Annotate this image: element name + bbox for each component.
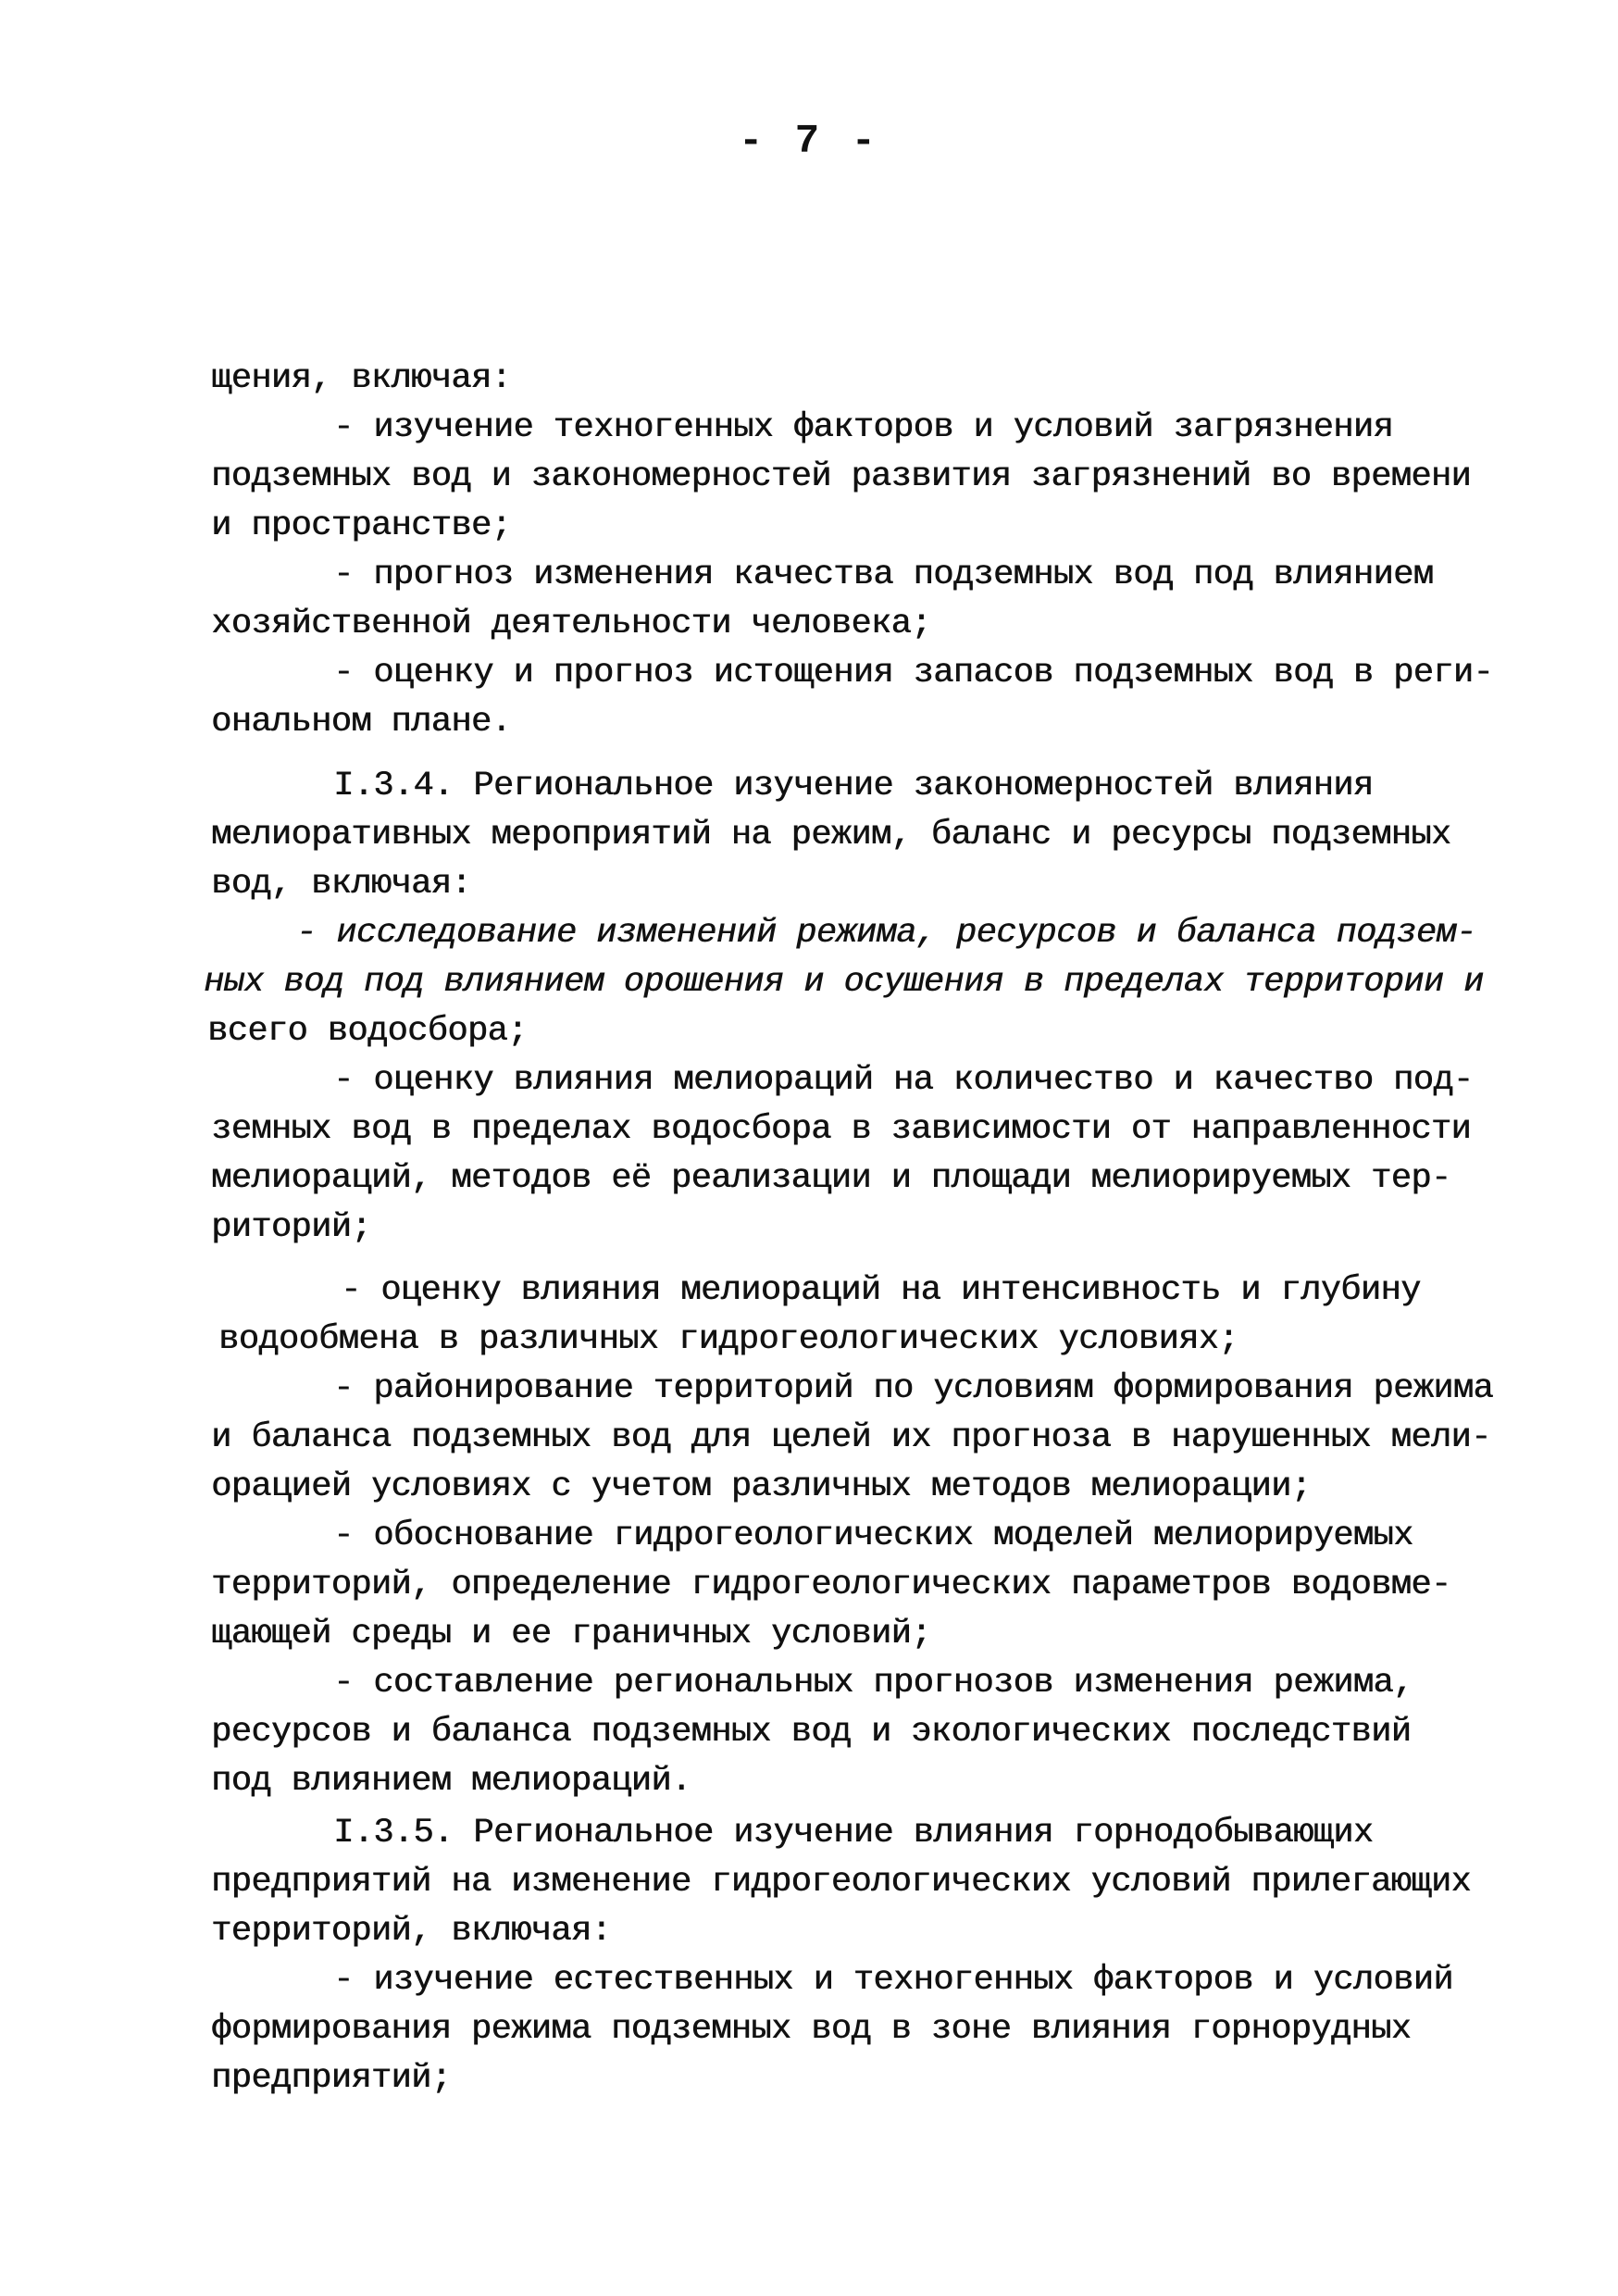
text-line-15: - оценку влияния мелиораций на количество и качество под- bbox=[333, 1061, 1474, 1100]
text-line-33: - изучение естественных и техногенных факторов и условий bbox=[333, 1961, 1453, 2000]
text-line-28: ресурсов и баланса подземных вод и экологических последствий bbox=[211, 1713, 1412, 1752]
text-line-22: и баланса подземных вод для целей их прогноза в нарушенных мели- bbox=[211, 1418, 1491, 1457]
text-line-14: всего водосбора; bbox=[207, 1012, 528, 1051]
page-number: - 7 - bbox=[738, 119, 880, 165]
text-line-11: вод, включая: bbox=[211, 865, 471, 904]
text-line-35: предприятий; bbox=[211, 2059, 452, 2098]
text-line-12: - исследование изменений режима, ресурсов и баланса подзем- bbox=[296, 914, 1476, 953]
text-line-1: щения, включая: bbox=[211, 359, 512, 398]
text-line-13: ных вод под влиянием орошения и осушения в пределах территории и bbox=[204, 963, 1484, 1002]
text-line-31: предприятий на изменение гидрогеологических условий прилегающих bbox=[211, 1863, 1472, 1902]
section-heading-1-3-5: I.3.5. Региональное изучение влияния горнодобывающих bbox=[333, 1814, 1374, 1853]
text-line-19: - оценку влияния мелиораций на интенсивность и глубину bbox=[341, 1271, 1421, 1310]
text-line-32: территорий, включая: bbox=[211, 1912, 612, 1951]
text-line-24: - обоснование гидрогеологических моделей мелиорируемых bbox=[333, 1516, 1413, 1555]
text-line-34: формирования режима подземных вод в зоне влияния горнорудных bbox=[211, 2010, 1412, 2049]
text-line-26: щающей среды и ее граничных условий; bbox=[211, 1615, 931, 1653]
text-line-18: риторий; bbox=[211, 1208, 371, 1247]
section-heading-1-3-4: I.3.4. Региональное изучение закономерностей влияния bbox=[333, 767, 1374, 805]
text-line-6: хозяйственной деятельности человека; bbox=[211, 605, 931, 643]
text-line-27: - составление региональных прогнозов изменения режима, bbox=[333, 1664, 1413, 1703]
text-line-16: земных вод в пределах водосбора в зависимости от направленности bbox=[211, 1110, 1472, 1149]
text-line-20: водообмена в различных гидрогеологических условиях; bbox=[218, 1320, 1238, 1359]
text-line-29: под влиянием мелиораций. bbox=[211, 1762, 691, 1801]
text-line-21: - районирование территорий по условиям формирования режима bbox=[333, 1369, 1494, 1408]
text-line-8: ональном плане. bbox=[211, 703, 512, 742]
text-line-23: орацией условиях с учетом различных методов мелиорации; bbox=[211, 1467, 1312, 1506]
text-line-25: территорий, определение гидрогеологических параметров водовме- bbox=[211, 1566, 1451, 1604]
text-line-3: подземных вод и закономерностей развития загрязнений во времени bbox=[211, 457, 1472, 496]
text-line-4: и пространстве; bbox=[211, 506, 512, 545]
text-line-7: - оценку и прогноз истощения запасов подземных вод в реги- bbox=[333, 654, 1494, 693]
text-line-2: - изучение техногенных факторов и условий загрязнения bbox=[333, 408, 1393, 447]
text-line-17: мелиораций, методов её реализации и площади мелиорируемых тер- bbox=[211, 1159, 1451, 1198]
text-line-10: мелиоративных мероприятий на режим, баланс и ресурсы подземных bbox=[211, 816, 1451, 855]
text-line-5: - прогноз изменения качества подземных вод под влиянием bbox=[333, 555, 1434, 594]
